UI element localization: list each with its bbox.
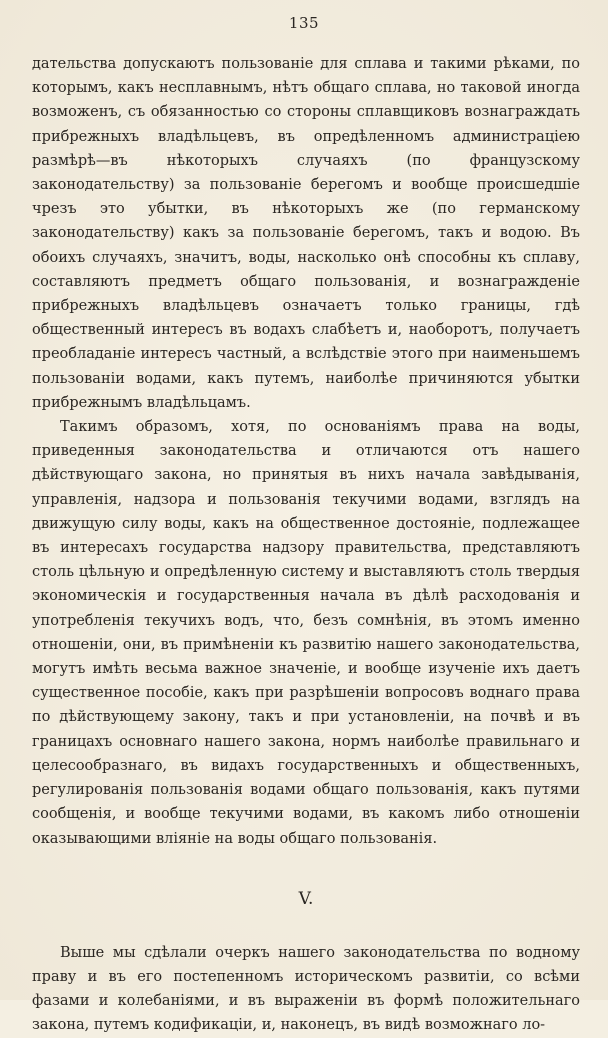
page-number: 135 — [288, 14, 320, 32]
page-text — [32, 52, 580, 1038]
paragraph-continuation: дательства допускаютъ пользованіе для сплава и такими рѣками, по которымъ, какъ несплавнымъ, нѣтъ общаго сплава, но таковой иногда возможенъ, съ обязанностью со стороны сплавщиковъ вознаграждать прибрежныхъ владѣльцевъ, въ опредѣленномъ администраціею размѣрѣ—въ нѣкоторыхъ случаяхъ (по французскому законодательству) за пользованіе берегомъ и вообще происшедшіе чрезъ это убытки, въ нѣкоторыхъ же (по германскому законодательству) какъ за пользованіе берегомъ, такъ и водою. Въ обоихъ случаяхъ, значитъ, воды, насколько онѣ способны къ сплаву, составляютъ предметъ общаго пользованія, и вознагражденіе прибрежныхъ владѣльцевъ означаетъ только границы, гдѣ общественный интересъ въ водахъ слабѣетъ и, наоборотъ, получаетъ преобладаніе интересъ частный, а вслѣдствіе этого при наименьшемъ пользованіи водами, какъ путемъ, наиболѣе причиняются убытки прибрежнымъ владѣльцамъ. — [32, 56, 580, 411]
section-paragraph: Выше мы сдѣлали очеркъ нашего законодательства по водному праву и въ его постепенномъ историческомъ развитіи, со всѣми фазами и колебаніями, и въ выраженіи въ формѣ положительнаго закона, путемъ кодификаціи, и, наконецъ, въ видѣ возможнаго ло- — [32, 944, 580, 1034]
section-heading: V. — [298, 888, 314, 909]
paragraph-legislation-comparison: Такимъ образомъ, хотя, по основаніямъ права на воды, приведенныя законодательства и отличаются отъ нашего дѣйствующаго закона, но принятыя въ нихъ начала завѣдыванія, управленія, надзора и пользованія текучими водами, взглядъ на движущую силу воды, какъ на общественное достояніе, подлежащее въ интересахъ государства надзору правительства, представляютъ столь цѣльную и опредѣленную систему и выставляютъ столь твердыя экономическія и государственныя начала въ дѣлѣ расходованія и употребленія текучихъ водъ, что, безъ сомнѣнія, въ этомъ именно отношеніи, они, въ примѣненіи къ развитію нашего законодательства, могутъ имѣть весьма важное значеніе, и вообще изученіе ихъ даетъ существенное пособіе, какъ при разрѣшеніи вопросовъ воднаго права по дѣйствующему закону, такъ и при установленіи, на почвѣ и въ границахъ основнаго нашего закона, нормъ наиболѣе правильнаго и целесообразнаго, въ видахъ государственныхъ и общественныхъ, регулированія пользованія водами общаго пользованія, какъ путями сообщенія, и вообще текучими водами, въ какомъ либо отношеніи оказывающими вліяніе на воды общаго пользованія. — [32, 419, 580, 847]
